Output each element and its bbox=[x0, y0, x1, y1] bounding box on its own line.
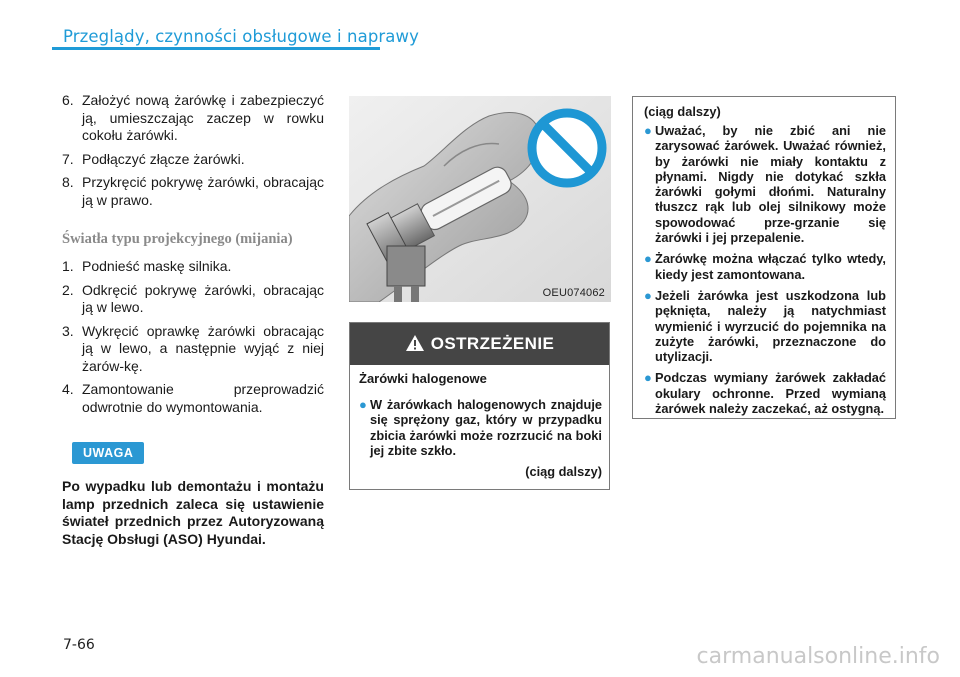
prohibition-sign-icon bbox=[532, 113, 602, 183]
bulb-illustration bbox=[349, 96, 611, 302]
step-text: Wykręcić oprawkę żarówki obracając ją w lewo, a następnie wyjąć z niej żarów-kę. bbox=[82, 322, 324, 374]
warning-text: W żarówkach halogenowych znajduje się sprężony gaz, który w przypadku zbicia żarówki może rozrzucić na boki jej zbite szkło. bbox=[370, 397, 602, 458]
list-item bbox=[62, 282, 324, 317]
title-underline bbox=[52, 47, 380, 50]
list-item bbox=[62, 174, 324, 209]
bullet-icon: ● bbox=[644, 370, 652, 386]
bullet-text: Uważać, by nie zbić ani nie zarysować żarówek. Uważać również, by żarówki nie miały kontaktu z płynami. Nigdy nie dotykać szkła żarówki gołymi dłońmi. Naturalny tłuszcz rąk lub olej silnikowy może spowodować prze-grzanie się żarówki i jej przepalenie. bbox=[655, 123, 886, 246]
continued-warning-box bbox=[632, 96, 896, 419]
list-item bbox=[62, 92, 324, 145]
list-item bbox=[644, 251, 886, 282]
hand-holding-bulb-image bbox=[349, 96, 611, 302]
step-text: Podłączyć złącze żarówki. bbox=[82, 150, 245, 167]
bullet-icon: ● bbox=[644, 287, 652, 303]
list-item bbox=[359, 397, 602, 458]
step-number: 2. bbox=[62, 281, 74, 298]
bullet-text: Jeżeli żarówka jest uszkodzona lub pęknięta, należy ją natychmiast wymienić i wyrzucić do pojemnika na zużyte żarówki, przeznaczone do utylizacji. bbox=[655, 287, 886, 365]
continued-label: (ciąg dalszy) bbox=[525, 464, 602, 480]
step-number: 7. bbox=[62, 150, 74, 167]
step-text: Założyć nową żarówkę i zabezpieczyć ją, umieszczając zaczep w rowku cokołu żarówki. bbox=[82, 92, 324, 143]
bullet-icon: ● bbox=[644, 123, 652, 138]
left-column bbox=[62, 92, 324, 548]
section-title: Przeglądy, czynności obsługowe i naprawy bbox=[63, 27, 419, 46]
list-item bbox=[644, 123, 886, 245]
step-number: 1. bbox=[62, 258, 74, 274]
page-number: 7-66 bbox=[63, 637, 95, 653]
notice-badge: UWAGA bbox=[72, 442, 144, 464]
list-item bbox=[62, 151, 324, 169]
list-item bbox=[62, 323, 324, 376]
step-text: Zamontowanie przeprowadzić odwrotnie do wymontowania. bbox=[82, 381, 324, 415]
step-number: 4. bbox=[62, 381, 74, 397]
bullet-icon: ● bbox=[359, 397, 367, 412]
warning-list bbox=[359, 397, 602, 479]
subheading: Światła typu projekcyjnego (mijania) bbox=[62, 231, 293, 247]
figure-code: OEU074062 bbox=[542, 287, 605, 299]
step-number: 8. bbox=[62, 174, 74, 190]
continued-heading: (ciąg dalszy) bbox=[644, 104, 721, 119]
step-number: 6. bbox=[62, 92, 74, 108]
watermark: carmanualsonline.info bbox=[696, 644, 940, 669]
step-text: Podnieść maskę silnika. bbox=[82, 258, 232, 274]
list-item bbox=[644, 288, 886, 364]
bullet-text: Podczas wymiany żarówek zakładać okulary ochronne. Przed wymianą żarówek należy zaczekać, aż ostygną. bbox=[655, 370, 886, 417]
warning-title bbox=[350, 334, 609, 354]
continued-list bbox=[644, 123, 886, 422]
step-number: 3. bbox=[62, 322, 74, 339]
warning-subtitle: Żarówki halogenowe bbox=[359, 371, 487, 386]
list-item bbox=[644, 370, 886, 416]
step-text: Przykręcić pokrywę żarówki, obracając ją w prawo. bbox=[82, 174, 324, 208]
bullet-icon: ● bbox=[644, 251, 652, 267]
warning-triangle-icon bbox=[405, 334, 425, 352]
bullet-text: Żarówkę można włączać tylko wtedy, kiedy jest zamontowana. bbox=[655, 251, 886, 282]
warning-box bbox=[349, 322, 610, 490]
notice-text: Po wypadku lub demontażu i montażu lamp przednich zaleca się ustawienie świateł przednich przez Autoryzowaną Stację Obsługi (ASO) Hyundai. bbox=[62, 478, 324, 547]
step-text: Odkręcić pokrywę żarówki, obracając ją w lewo. bbox=[82, 281, 324, 315]
list-item bbox=[62, 258, 324, 276]
warning-title-text: OSTRZEŻENIE bbox=[430, 334, 555, 353]
list-item bbox=[62, 381, 324, 416]
